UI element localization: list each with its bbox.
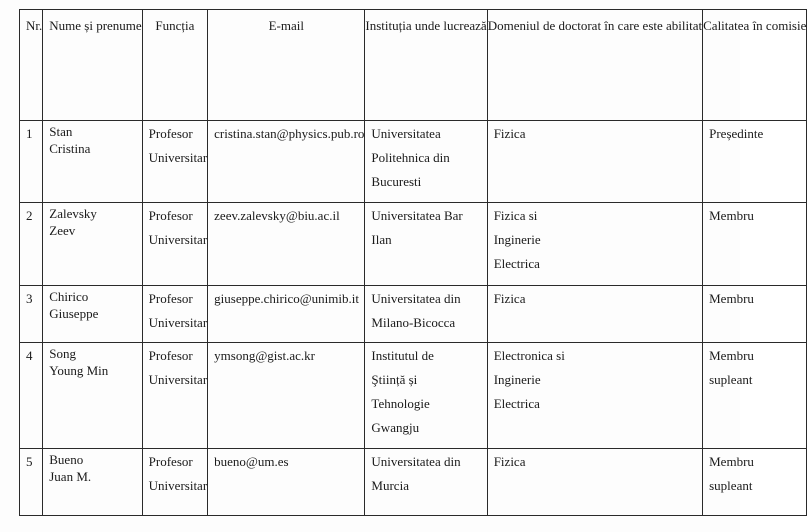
member-role: Membru supleant [709, 348, 754, 387]
cell-name [43, 343, 142, 449]
cell-domain [487, 203, 702, 286]
row-number: 1 [26, 126, 33, 141]
cell-institution [365, 203, 487, 286]
header-email: E-mail [208, 10, 365, 121]
row-number: 4 [26, 348, 33, 363]
committee-table [19, 9, 807, 516]
header-row [20, 10, 807, 121]
header-institution: Instituția unde lucrează [365, 10, 487, 121]
cell-domain [487, 449, 702, 516]
member-role: Membru [709, 291, 754, 306]
row-number: 5 [26, 454, 33, 469]
member-function: Profesor Universitar [148, 208, 208, 247]
cell-email [208, 121, 365, 203]
cell-function [142, 286, 207, 343]
header-domain: Domeniul de doctorat în care este abilitat [487, 10, 702, 121]
table-row [20, 203, 807, 286]
cell-domain [487, 121, 702, 203]
member-institution: Universitatea Bar Ilan [371, 208, 463, 247]
member-email: giuseppe.chirico@unimib.it [214, 291, 359, 306]
member-domain: Fizica [493, 454, 526, 469]
member-role: Membru [709, 208, 754, 223]
cell-role [703, 203, 807, 286]
row-number: 3 [26, 291, 33, 306]
cell-name [43, 286, 142, 343]
member-name: Zalevsky Zeev [49, 206, 97, 238]
row-number: 2 [26, 208, 33, 223]
cell-function [142, 449, 207, 516]
header-name: Nume și prenume [43, 10, 142, 121]
member-function: Profesor Universitar [148, 454, 208, 493]
cell-institution [365, 121, 487, 203]
header-function: Funcția [142, 10, 207, 121]
cell-institution [365, 343, 487, 449]
cell-institution [365, 286, 487, 343]
cell-domain [487, 343, 702, 449]
member-domain: Fizica [493, 291, 526, 306]
cell-role [703, 343, 807, 449]
table-row [20, 286, 807, 343]
header-role: Calitatea în comisie [703, 10, 807, 121]
cell-role [703, 121, 807, 203]
cell-nr [20, 203, 43, 286]
member-name: Stan Cristina [49, 124, 91, 156]
member-domain: Electronica si Inginerie Electrica [493, 348, 565, 411]
member-institution: Universitatea Politehnica din Bucuresti [371, 126, 450, 189]
member-function: Profesor Universitar [148, 291, 208, 330]
cell-function [142, 343, 207, 449]
member-function: Profesor Universitar [148, 126, 208, 165]
member-email: bueno@um.es [214, 454, 289, 469]
cell-institution [365, 449, 487, 516]
member-email: zeev.zalevsky@biu.ac.il [214, 208, 340, 223]
member-name: Bueno Juan M. [49, 452, 92, 484]
header-nr: Nr. [20, 10, 43, 121]
member-function: Profesor Universitar [148, 348, 208, 387]
cell-domain [487, 286, 702, 343]
cell-role [703, 286, 807, 343]
cell-email [208, 286, 365, 343]
member-institution: Universitatea din Murcia [371, 454, 461, 493]
cell-nr [20, 449, 43, 516]
member-institution: Universitatea din Milano-Bicocca [371, 291, 461, 330]
table-row [20, 121, 807, 203]
cell-role [703, 449, 807, 516]
cell-name [43, 203, 142, 286]
cell-nr [20, 286, 43, 343]
member-role: Președinte [709, 126, 764, 141]
member-role: Membru supleant [709, 454, 754, 493]
cell-email [208, 203, 365, 286]
member-name: Chirico Giuseppe [49, 289, 99, 321]
cell-email [208, 343, 365, 449]
cell-function [142, 121, 207, 203]
cell-nr [20, 343, 43, 449]
member-institution: Institutul de Ştiință și Tehnologie Gwangju [371, 348, 434, 435]
cell-name [43, 449, 142, 516]
cell-name [43, 121, 142, 203]
table-row [20, 449, 807, 516]
cell-nr [20, 121, 43, 203]
cell-function [142, 203, 207, 286]
member-email: cristina.stan@physics.pub.ro [214, 126, 365, 141]
member-email: ymsong@gist.ac.kr [214, 348, 315, 363]
member-domain: Fizica si Inginerie Electrica [493, 208, 541, 271]
cell-email [208, 449, 365, 516]
member-domain: Fizica [493, 126, 526, 141]
table-row [20, 343, 807, 449]
member-name: Song Young Min [49, 346, 109, 378]
